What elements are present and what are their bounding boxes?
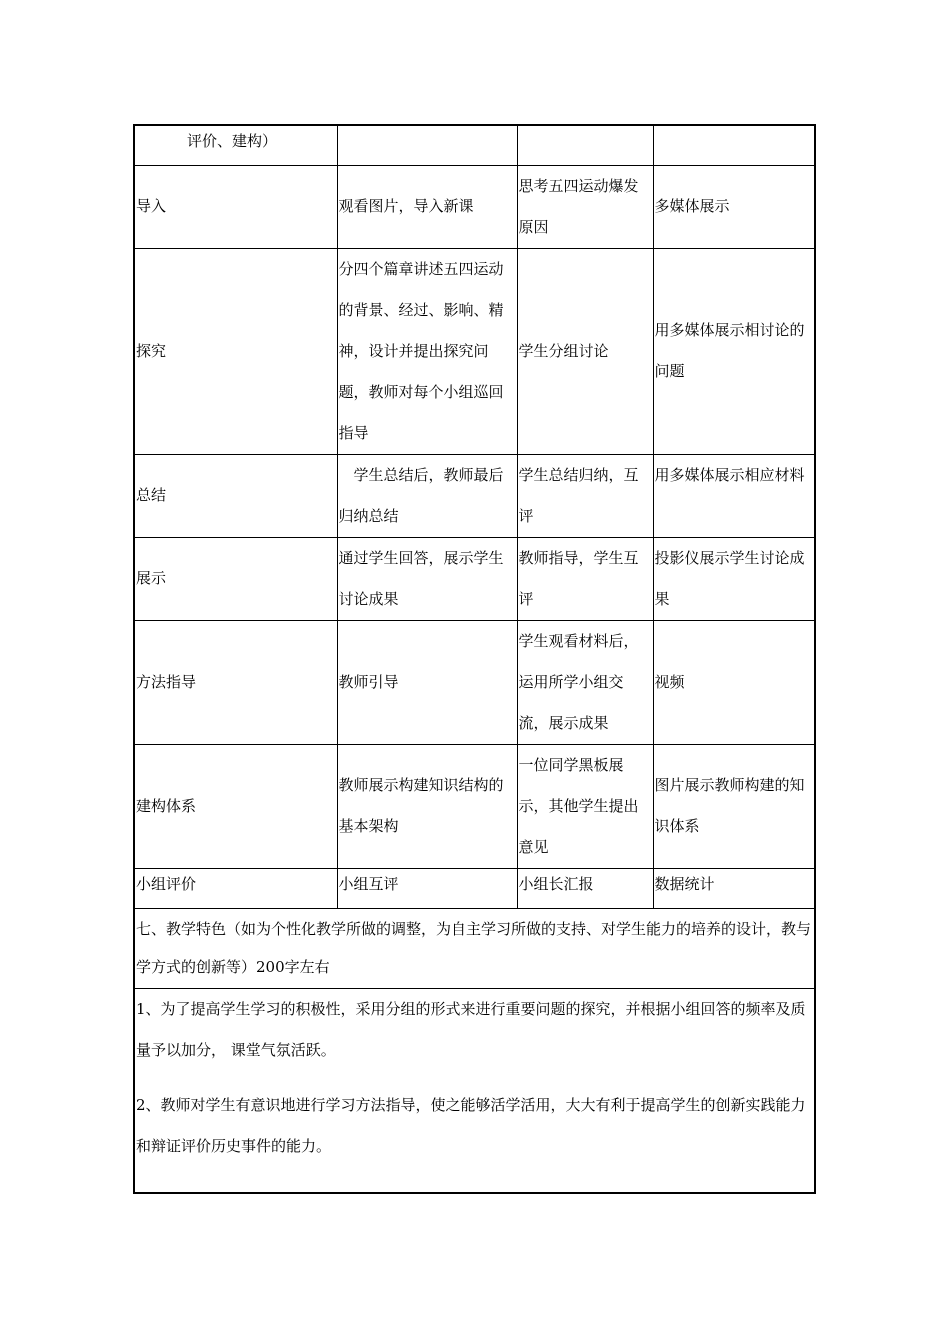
table-row-header-continuation bbox=[134, 125, 815, 165]
table-row bbox=[134, 454, 815, 537]
stage-cell: 探究 bbox=[134, 248, 337, 454]
stage-cell: 方法指导 bbox=[134, 620, 337, 744]
media-cell: 视频 bbox=[653, 620, 815, 744]
teacher-activity-cell: 观看图片，导入新课 bbox=[337, 165, 517, 248]
student-activity-cell: 小组长汇报 bbox=[517, 868, 653, 908]
table-row bbox=[134, 537, 815, 620]
paragraph-spacer bbox=[136, 1071, 814, 1085]
media-cell: 用多媒体展示相应材料 bbox=[653, 454, 815, 537]
media-cell: 图片展示教师构建的知识体系 bbox=[653, 744, 815, 868]
media-cell: 数据统计 bbox=[653, 868, 815, 908]
feature-paragraph-1: 1、为了提高学生学习的积极性，采用分组的形式来进行重要问题的探究，并根据小组回答的频率及质量予以加分， 课堂气氛活跃。 bbox=[136, 999, 806, 1059]
stage-cell: 导入 bbox=[134, 165, 337, 248]
feature-paragraph-2: 2、教师对学生有意识地进行学习方法指导，使之能够活学活用，大大有利于提高学生的创新实践能力和辩证评价历史事件的能力。 bbox=[136, 1095, 806, 1155]
media-cell: 用多媒体展示相讨论的问题 bbox=[653, 248, 815, 454]
teaching-features-content bbox=[134, 988, 815, 1193]
stage-cell: 总结 bbox=[134, 454, 337, 537]
student-activity-cell: 思考五四运动爆发原因 bbox=[517, 165, 653, 248]
teacher-activity-cell: 教师引导 bbox=[337, 620, 517, 744]
features-row bbox=[134, 988, 815, 1193]
stage-cell: 展示 bbox=[134, 537, 337, 620]
student-activity-cell: 学生总结归纳，互评 bbox=[517, 454, 653, 537]
student-activity-cell: 一位同学黑板展示，其他学生提出意见 bbox=[517, 744, 653, 868]
header-cell-4 bbox=[653, 125, 815, 165]
stage-cell: 小组评价 bbox=[134, 868, 337, 908]
teaching-features-heading: 七、教学特色（如为个性化教学所做的调整，为自主学习所做的支持、对学生能力的培养的设计，教与学方式的创新等）200字左右 bbox=[134, 908, 815, 988]
section-title-row bbox=[134, 908, 815, 988]
header-cell-evaluation: 评价、建构） bbox=[134, 125, 337, 165]
teacher-activity-cell: 分四个篇章讲述五四运动的背景、经过、影响、精神，设计并提出探究问题，教师对每个小组巡回指导 bbox=[337, 248, 517, 454]
table-row bbox=[134, 248, 815, 454]
header-cell-3 bbox=[517, 125, 653, 165]
stage-cell: 建构体系 bbox=[134, 744, 337, 868]
table-row bbox=[134, 620, 815, 744]
teacher-activity-cell: 学生总结后，教师最后归纳总结 bbox=[337, 454, 517, 537]
table-row bbox=[134, 744, 815, 868]
teacher-activity-cell: 通过学生回答，展示学生讨论成果 bbox=[337, 537, 517, 620]
teacher-activity-cell: 小组互评 bbox=[337, 868, 517, 908]
media-cell: 投影仪展示学生讨论成果 bbox=[653, 537, 815, 620]
lesson-plan-table bbox=[133, 124, 816, 1194]
teacher-activity-cell: 教师展示构建知识结构的基本架构 bbox=[337, 744, 517, 868]
table-row bbox=[134, 868, 815, 908]
student-activity-cell: 学生观看材料后，运用所学小组交流，展示成果 bbox=[517, 620, 653, 744]
table-row bbox=[134, 165, 815, 248]
student-activity-cell: 教师指导，学生互评 bbox=[517, 537, 653, 620]
student-activity-cell: 学生分组讨论 bbox=[517, 248, 653, 454]
media-cell: 多媒体展示 bbox=[653, 165, 815, 248]
header-cell-2 bbox=[337, 125, 517, 165]
